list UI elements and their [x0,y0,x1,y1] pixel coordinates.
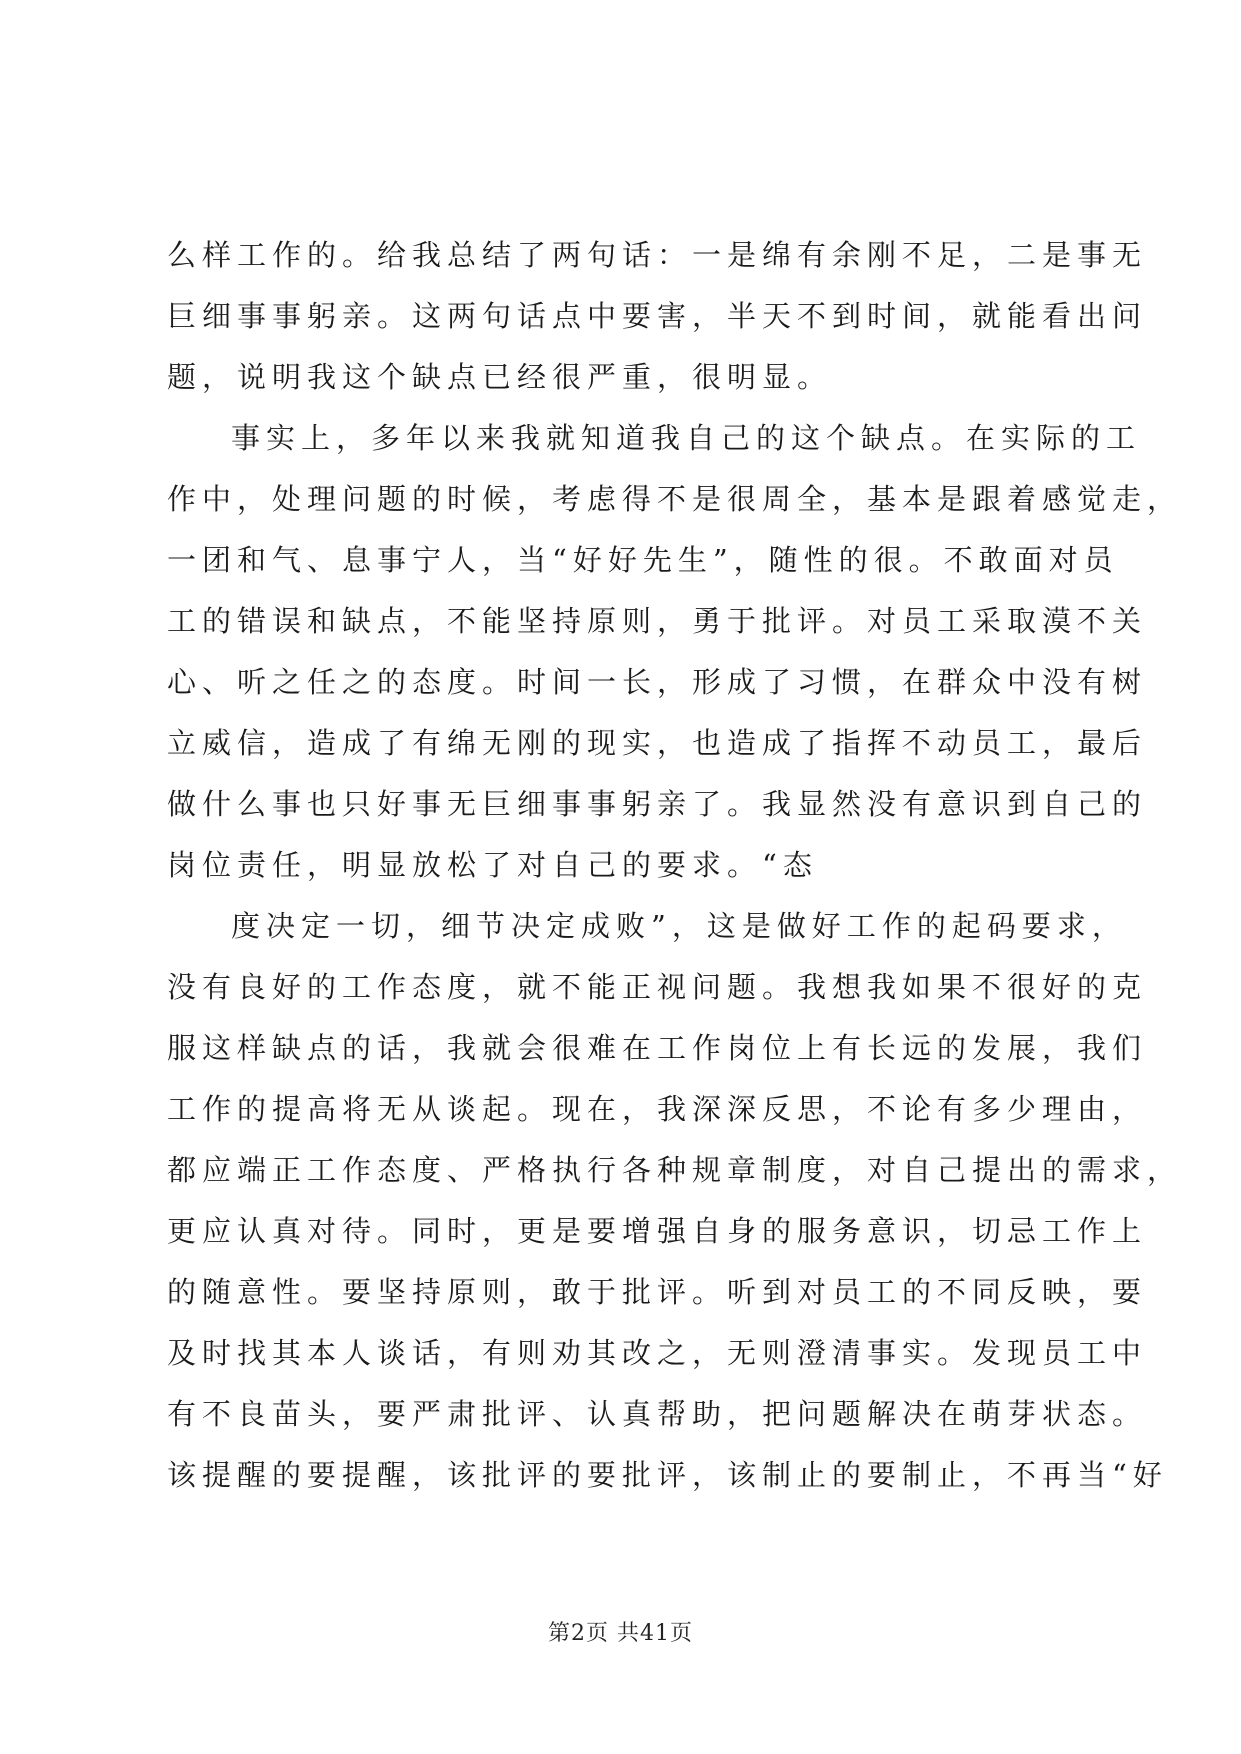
text-line: 的随意性。要坚持原则，敢于批评。听到对员工的不同反映，要 [167,1275,1148,1309]
text-line: 立威信，造成了有绵无刚的现实，也造成了指挥不动员工，最后 [167,726,1148,760]
text-line: 作中，处理问题的时候，考虑得不是很周全，基本是跟着感觉走， [167,482,1183,516]
text-line: 么样工作的。给我总结了两句话：一是绵有余刚不足，二是事无 [167,238,1148,272]
text-line: 都应端正工作态度、严格执行各种规章制度，对自己提出的需求， [167,1153,1183,1187]
text-line: 岗位责任，明显放松了对自己的要求。“态 [167,848,818,882]
paragraph-start-line: 度决定一切，细节决定成败”，这是做好工作的起码要求， [231,909,1127,943]
text-line: 心、听之任之的态度。时间一长，形成了习惯，在群众中没有树 [167,665,1148,699]
text-line: 及时找其本人谈话，有则劝其改之，无则澄清事实。发现员工中 [167,1336,1148,1370]
body-text [167,225,1183,1506]
paragraph-start-line: 事实上，多年以来我就知道我自己的这个缺点。在实际的工 [231,421,1142,455]
text-line: 该提醒的要提醒，该批评的要批评，该制止的要制止，不再当“好 [167,1458,1168,1492]
text-line: 一团和气、息事宁人，当“好好先生”，随性的很。不敢面对员 [167,543,1119,577]
text-line: 服这样缺点的话，我就会很难在工作岗位上有长远的发展，我们 [167,1031,1148,1065]
text-line: 工的错误和缺点，不能坚持原则，勇于批评。对员工采取漠不关 [167,604,1148,638]
text-line: 工作的提高将无从谈起。现在，我深深反思，不论有多少理由， [167,1092,1148,1126]
text-line: 有不良苗头，要严肃批评、认真帮助，把问题解决在萌芽状态。 [167,1397,1148,1431]
text-line: 题，说明我这个缺点已经很严重，很明显。 [167,360,833,394]
text-line: 做什么事也只好事无巨细事事躬亲了。我显然没有意识到自己的 [167,787,1148,821]
page-number-footer: 第2页 共41页 [548,1621,693,1646]
text-line: 巨细事事躬亲。这两句话点中要害，半天不到时间，就能看出问 [167,299,1148,333]
text-line: 更应认真对待。同时，更是要增强自身的服务意识，切忌工作上 [167,1214,1148,1248]
text-line: 没有良好的工作态度，就不能正视问题。我想我如果不很好的克 [167,970,1148,1004]
